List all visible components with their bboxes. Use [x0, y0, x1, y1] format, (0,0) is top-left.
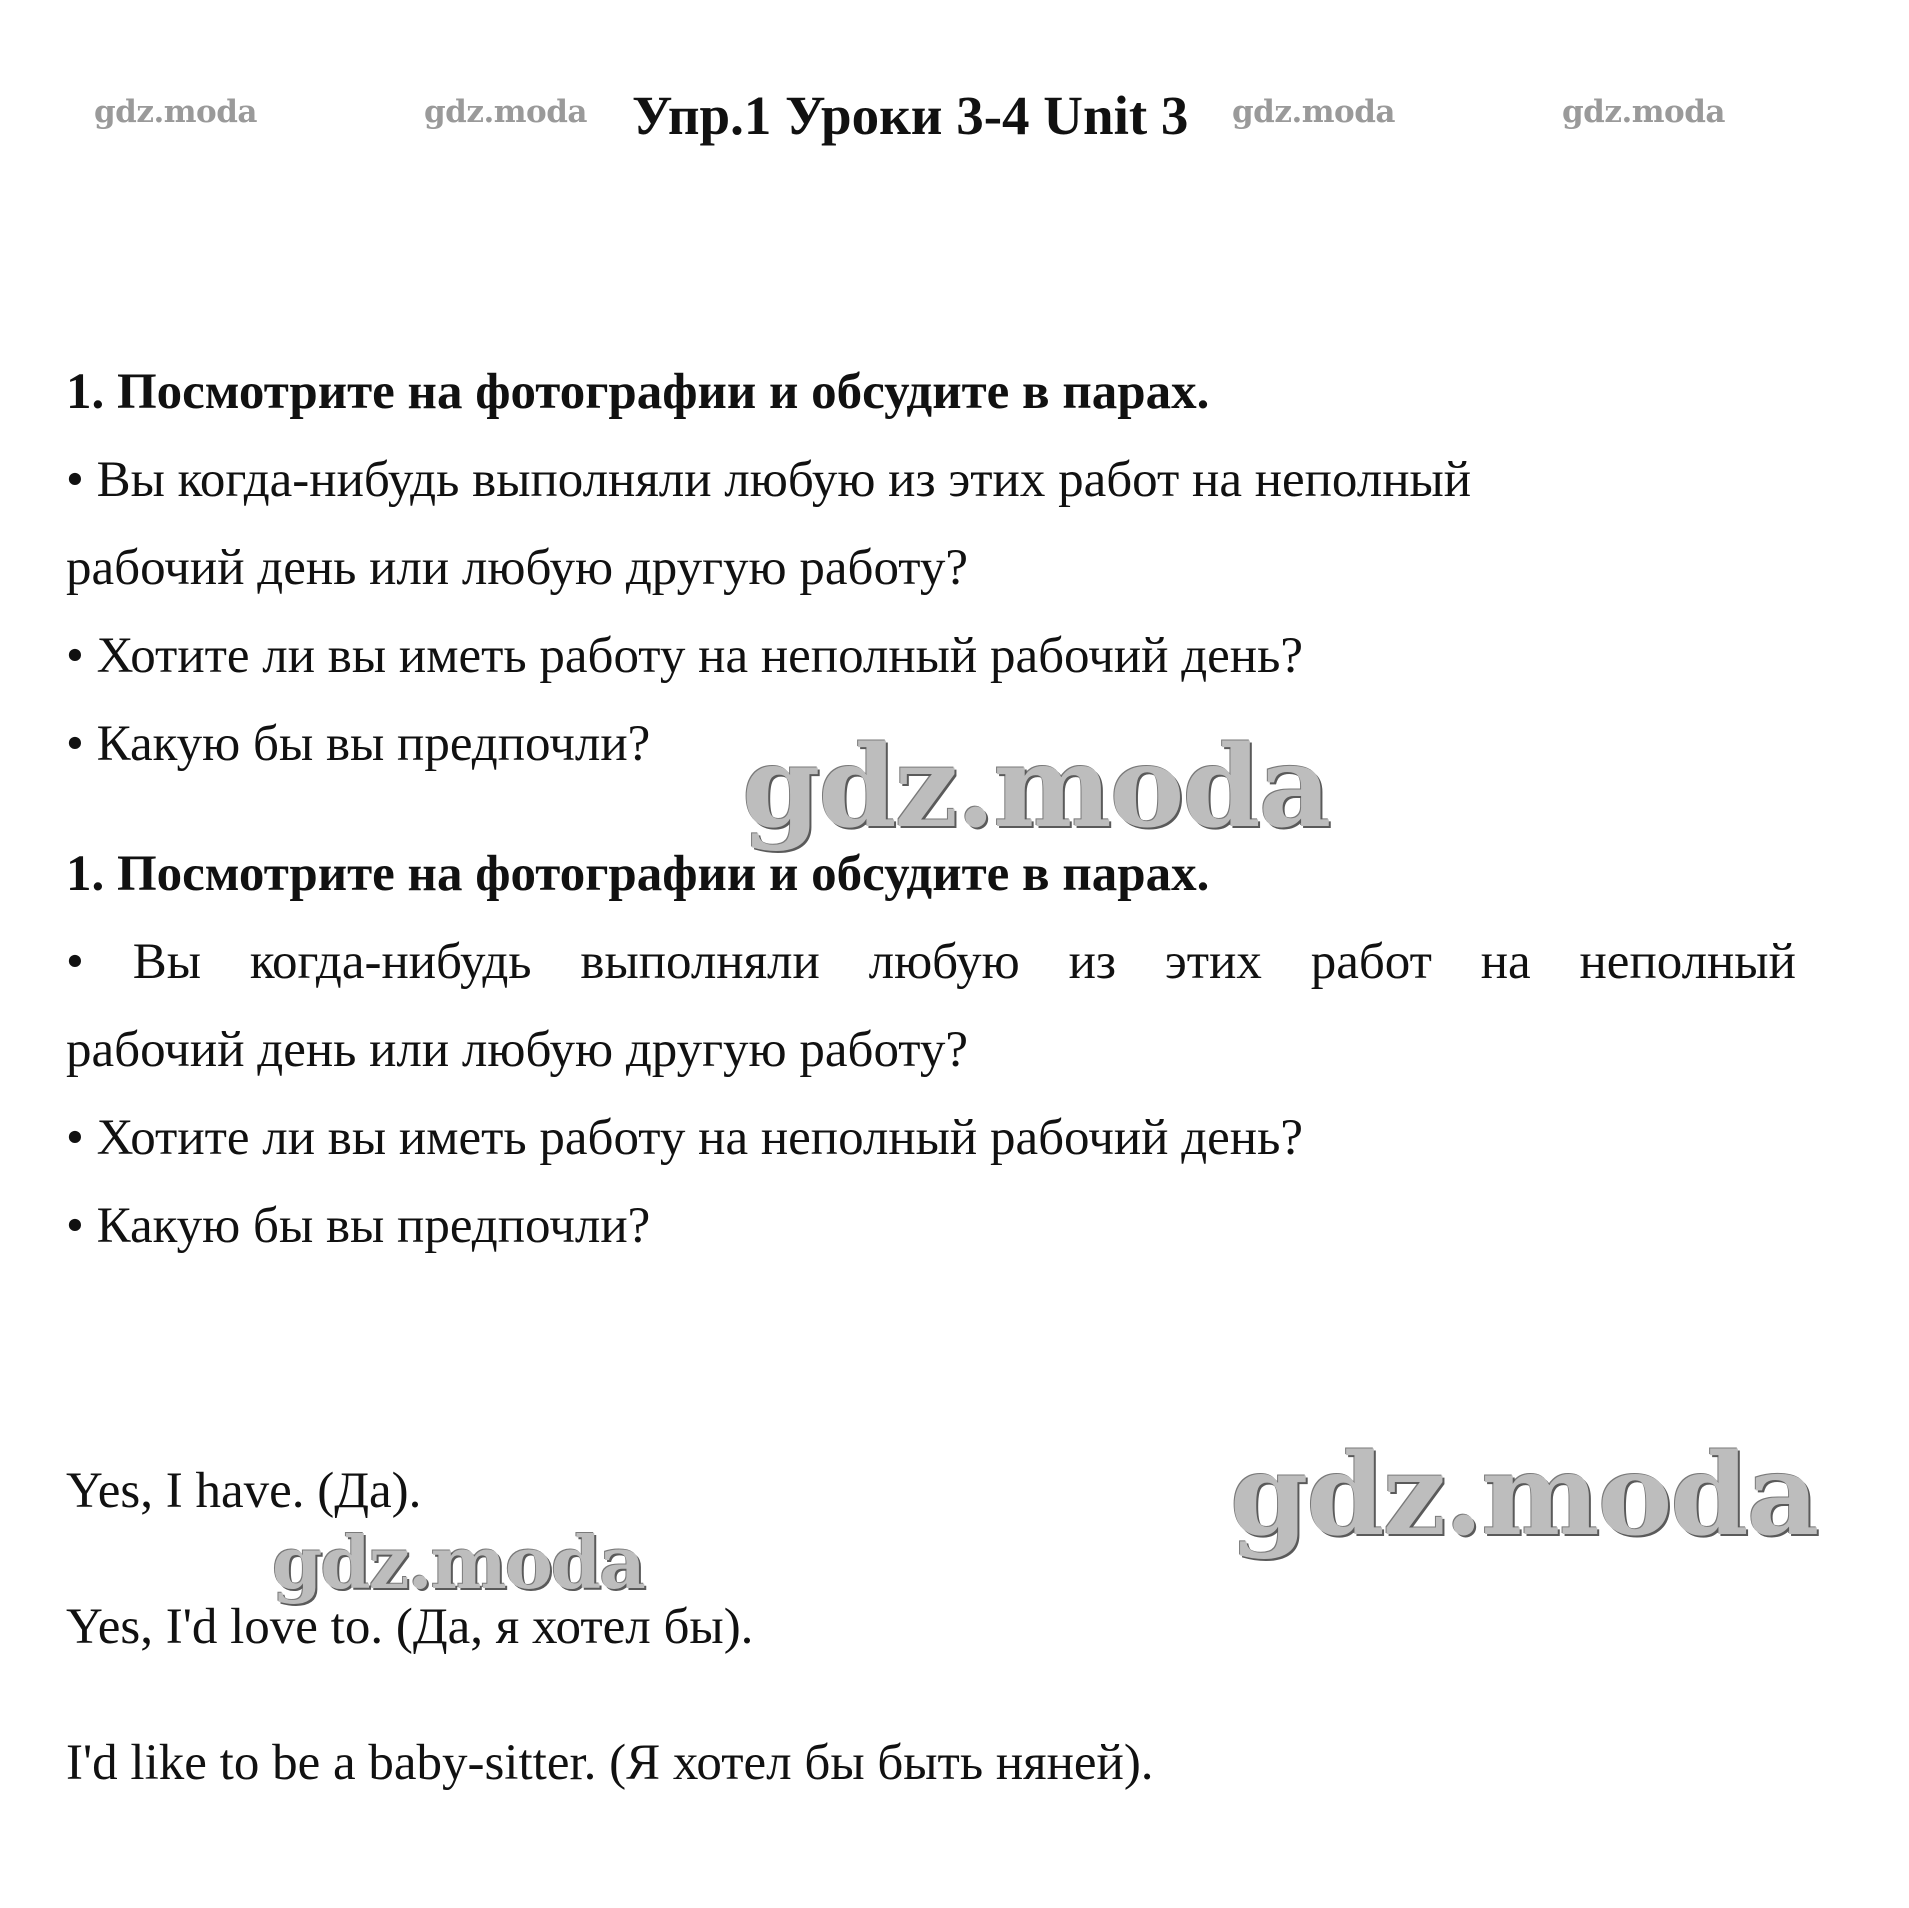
watermark-large: gdz.moda	[1230, 1430, 1818, 1561]
exercise-line: рабочий день или любую другую работу?	[66, 540, 969, 596]
word: Вы	[132, 934, 201, 990]
exercise-block-2	[66, 830, 1796, 1270]
watermark-large: gdz.moda	[742, 722, 1330, 853]
word: на	[1480, 934, 1531, 990]
exercise-heading: 1. Посмотрите на фотографии и обсудите в парах.	[66, 364, 1210, 420]
page-title: Упр.1 Уроки 3-4 Unit 3	[632, 85, 1189, 146]
word: когда-нибудь	[249, 934, 532, 990]
answer-line: Yes, I have. (Да).	[66, 1463, 422, 1519]
word: работ	[1310, 934, 1432, 990]
exercise-line: • Хотите ли вы иметь работу на неполный рабочий день?	[66, 1110, 1303, 1166]
word: любую	[868, 934, 1020, 990]
word: из	[1068, 934, 1117, 990]
watermark-large: gdz.moda	[272, 1520, 644, 1605]
watermark-small: gdz.moda	[1562, 94, 1725, 130]
word: неполный	[1579, 934, 1796, 990]
exercise-line: • Какую бы вы предпочли?	[66, 1198, 651, 1254]
exercise-line: рабочий день или любую другую работу?	[66, 1022, 969, 1078]
exercise-line: • Хотите ли вы иметь работу на неполный рабочий день?	[66, 628, 1303, 684]
word: выполняли	[580, 934, 820, 990]
word: этих	[1164, 934, 1262, 990]
watermark-small: gdz.moda	[424, 94, 587, 130]
answer-line: Yes, I'd love to. (Да, я хотел бы).	[66, 1599, 754, 1655]
word: •	[66, 934, 84, 990]
answer-line: I'd like to be a baby-sitter. (Я хотел бы быть няней).	[66, 1735, 1154, 1791]
exercise-line: • Вы когда-нибудь выполняли любую из этих работ на неполный	[66, 452, 1472, 508]
exercise-line-justified	[66, 918, 1796, 1006]
watermark-small: gdz.moda	[1232, 94, 1395, 130]
watermark-small: gdz.moda	[94, 94, 257, 130]
exercise-heading: 1. Посмотрите на фотографии и обсудите в парах.	[66, 846, 1210, 902]
exercise-line: • Какую бы вы предпочли?	[66, 716, 651, 772]
